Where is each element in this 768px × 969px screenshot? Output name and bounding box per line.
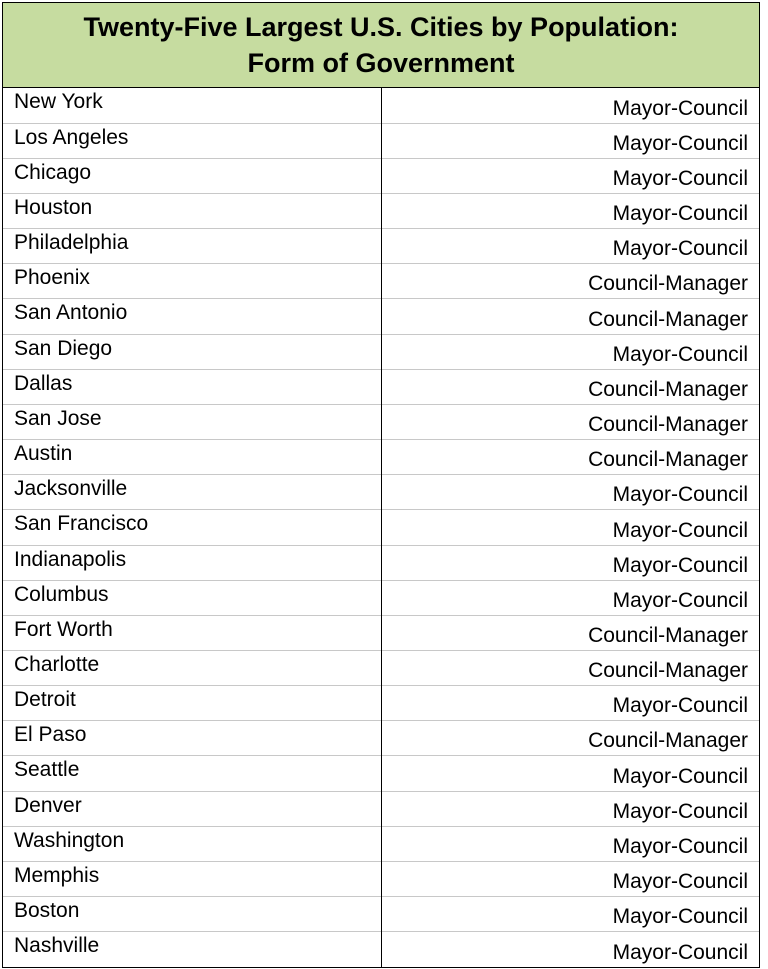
city-name-cell: Denver bbox=[3, 791, 381, 826]
table-row bbox=[3, 897, 759, 932]
government-form-cell: Council-Manager bbox=[381, 369, 759, 404]
table-row bbox=[3, 932, 759, 967]
city-name-cell: Fort Worth bbox=[3, 615, 381, 650]
city-name-cell: Indianapolis bbox=[3, 545, 381, 580]
city-name-cell: Boston bbox=[3, 897, 381, 932]
city-name-cell: Jacksonville bbox=[3, 475, 381, 510]
government-form-cell: Council-Manager bbox=[381, 440, 759, 475]
government-form-cell: Mayor-Council bbox=[381, 123, 759, 158]
table-row bbox=[3, 475, 759, 510]
title-line-2: Form of Government bbox=[247, 48, 515, 78]
government-form-cell: Council-Manager bbox=[381, 615, 759, 650]
government-form-cell: Mayor-Council bbox=[381, 791, 759, 826]
government-form-cell: Mayor-Council bbox=[381, 475, 759, 510]
government-form-cell: Mayor-Council bbox=[612, 96, 748, 120]
government-form-cell: Council-Manager bbox=[381, 404, 759, 439]
table-row bbox=[3, 615, 759, 650]
table-row bbox=[3, 756, 759, 791]
table-row bbox=[3, 826, 759, 861]
city-name-cell: New York bbox=[3, 88, 381, 123]
table-row bbox=[3, 861, 759, 896]
table-row bbox=[3, 299, 759, 334]
city-name-cell: El Paso bbox=[3, 721, 381, 756]
city-name-cell: Philadelphia bbox=[3, 229, 381, 264]
table-row bbox=[3, 404, 759, 439]
city-name-cell: Detroit bbox=[3, 686, 381, 721]
table-row bbox=[3, 510, 759, 545]
city-name-cell: Columbus bbox=[3, 580, 381, 615]
city-name-cell: Charlotte bbox=[3, 651, 381, 686]
city-name-cell: San Diego bbox=[3, 334, 381, 369]
city-name-cell: Chicago bbox=[3, 158, 381, 193]
government-form-cell: Mayor-Council bbox=[381, 580, 759, 615]
government-form-cell: Council-Manager bbox=[381, 721, 759, 756]
table-title bbox=[3, 3, 759, 88]
table-row bbox=[3, 369, 759, 404]
table-row bbox=[3, 334, 759, 369]
city-government-table bbox=[2, 2, 760, 968]
government-form-cell: Mayor-Council bbox=[381, 756, 759, 791]
city-name-cell: Memphis bbox=[3, 861, 381, 896]
city-name-cell: Seattle bbox=[3, 756, 381, 791]
table-row bbox=[3, 651, 759, 686]
government-form-cell: Mayor-Council bbox=[381, 897, 759, 932]
title-line-1: Twenty-Five Largest U.S. Cities by Population: bbox=[83, 12, 679, 42]
government-form-cell: Mayor-Council bbox=[381, 510, 759, 545]
table-row bbox=[3, 545, 759, 580]
government-form-cell: Council-Manager bbox=[381, 299, 759, 334]
table-row bbox=[3, 686, 759, 721]
government-form-cell: Mayor-Council bbox=[381, 826, 759, 861]
table-row bbox=[3, 440, 759, 475]
table-row bbox=[3, 229, 759, 264]
city-name-cell: San Antonio bbox=[3, 299, 381, 334]
government-form-cell: Mayor-Council bbox=[381, 545, 759, 580]
table-body bbox=[3, 88, 759, 967]
government-form-cell: Mayor-Council bbox=[381, 932, 759, 967]
government-form-cell: Mayor-Council bbox=[381, 193, 759, 228]
city-name-cell: Nashville bbox=[3, 932, 381, 967]
government-form-cell: Mayor-Council bbox=[381, 158, 759, 193]
city-name-cell: Houston bbox=[3, 193, 381, 228]
government-form-cell: Mayor-Council bbox=[381, 686, 759, 721]
government-form-cell: Mayor-Council bbox=[381, 334, 759, 369]
table-row bbox=[3, 193, 759, 228]
table-row bbox=[3, 721, 759, 756]
table-row bbox=[3, 580, 759, 615]
government-form-cell: Council-Manager bbox=[381, 651, 759, 686]
table-row bbox=[3, 158, 759, 193]
table-row bbox=[3, 123, 759, 158]
government-form-cell: Mayor-Council bbox=[381, 229, 759, 264]
table-row bbox=[3, 791, 759, 826]
city-name-cell: Phoenix bbox=[3, 264, 381, 299]
city-name-cell: Austin bbox=[3, 440, 381, 475]
government-form-cell: Mayor-Council bbox=[381, 861, 759, 896]
table-row bbox=[3, 264, 759, 299]
city-name-cell: Washington bbox=[3, 826, 381, 861]
city-name-cell: Dallas bbox=[3, 369, 381, 404]
city-name-cell: San Jose bbox=[3, 404, 381, 439]
table-row bbox=[3, 88, 759, 123]
city-name-cell: San Francisco bbox=[3, 510, 381, 545]
government-form-cell: Council-Manager bbox=[381, 264, 759, 299]
city-name-cell: Los Angeles bbox=[3, 123, 381, 158]
